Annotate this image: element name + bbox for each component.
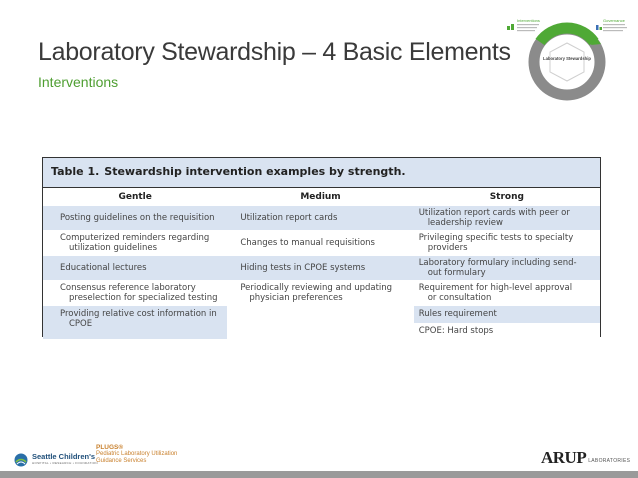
cell-medium bbox=[227, 206, 413, 230]
cell-text: utilization guidelines bbox=[69, 243, 157, 253]
stewardship-cycle-diagram bbox=[503, 14, 635, 104]
cell-strong bbox=[414, 206, 600, 230]
cell-medium bbox=[227, 256, 413, 280]
table-row bbox=[43, 230, 600, 255]
table-row bbox=[43, 255, 600, 280]
intervention-table bbox=[42, 157, 601, 337]
plugs-name: PLUGS® bbox=[96, 444, 124, 451]
cycle-active-segment bbox=[540, 28, 594, 42]
arup-logo bbox=[541, 448, 630, 468]
diagram-center-label: Laboratory Stewardship bbox=[543, 56, 591, 61]
plugs-logo bbox=[96, 444, 177, 465]
cell-text: CPOE: Hard stops bbox=[418, 325, 494, 336]
cell-text: Utilization report cards bbox=[240, 213, 338, 223]
cell-medium bbox=[227, 306, 413, 339]
cell-text: providers bbox=[427, 243, 468, 253]
cell-gentle bbox=[43, 231, 227, 255]
table-row bbox=[43, 280, 600, 305]
table-row bbox=[43, 205, 600, 230]
cell-strong bbox=[414, 306, 600, 339]
interventions-label-group bbox=[507, 18, 540, 31]
plugs-line-2: Guidance Services bbox=[96, 458, 147, 464]
cell-text: Rules requirement bbox=[414, 306, 600, 323]
cell-text: Computerized reminders regarding bbox=[60, 233, 210, 243]
cell-text: or consultation bbox=[427, 293, 492, 303]
cell-gentle bbox=[43, 306, 227, 339]
cell-text: Consensus reference laboratory bbox=[60, 283, 196, 293]
cell-strong bbox=[414, 281, 600, 305]
center-hexagon bbox=[550, 43, 584, 81]
slide-subtitle: Interventions bbox=[38, 74, 119, 90]
cell-text: Laboratory formulary including send- bbox=[418, 258, 577, 268]
cell-text: Educational lectures bbox=[60, 263, 147, 273]
seattle-childrens-name: Seattle Children's bbox=[32, 452, 96, 461]
footer-bar bbox=[0, 471, 638, 478]
table-label: Table 1. bbox=[51, 165, 100, 178]
table-header-row bbox=[43, 188, 600, 205]
cell-text: Privileging specific tests to specialty bbox=[418, 233, 574, 243]
slide-title: Laboratory Stewardship – 4 Basic Elements bbox=[38, 38, 511, 66]
cell-text: Periodically reviewing and updating bbox=[240, 283, 393, 293]
cell-text: CPOE bbox=[69, 319, 93, 329]
column-header-gentle: Gentle bbox=[118, 192, 152, 202]
table-caption: Stewardship intervention examples by strength. bbox=[104, 165, 406, 178]
cell-text: preselection for specialized testing bbox=[69, 293, 218, 303]
governance-label-group bbox=[596, 18, 627, 31]
cell-text: Providing relative cost information in bbox=[60, 309, 217, 319]
seattle-childrens-tagline: HOSPITAL • RESEARCH • FOUNDATION bbox=[32, 461, 98, 465]
seattle-childrens-text bbox=[32, 454, 98, 466]
plugs-line-1: Pediatric Laboratory Utilization bbox=[96, 451, 178, 457]
cell-text: leadership review bbox=[427, 218, 503, 228]
column-header-strong: Strong bbox=[489, 192, 524, 202]
cell-gentle bbox=[43, 256, 227, 280]
table-title bbox=[43, 158, 600, 188]
cell-text: Posting guidelines on the requisition bbox=[60, 213, 215, 223]
cell-text: Hiding tests in CPOE systems bbox=[240, 263, 366, 273]
cell-text: Requirement for high-level approval bbox=[418, 283, 573, 293]
arup-name: ARUP bbox=[541, 448, 587, 467]
arup-sub: LABORATORIES bbox=[588, 458, 631, 464]
table-row bbox=[43, 305, 600, 339]
cell-medium bbox=[227, 281, 413, 305]
cell-medium bbox=[227, 231, 413, 255]
column-header-medium: Medium bbox=[300, 192, 341, 202]
governance-label: Governance bbox=[603, 18, 625, 23]
interventions-label: Interventions bbox=[517, 18, 540, 23]
seattle-childrens-icon bbox=[14, 453, 28, 467]
cell-gentle bbox=[43, 206, 227, 230]
cell-strong bbox=[414, 256, 600, 280]
cell-text: out formulary bbox=[427, 268, 486, 278]
seattle-childrens-logo bbox=[14, 452, 98, 468]
cell-gentle bbox=[43, 281, 227, 305]
cell-strong bbox=[414, 231, 600, 255]
cell-text: Utilization report cards with peer or bbox=[418, 208, 570, 218]
cell-text: Changes to manual requisitions bbox=[240, 238, 375, 248]
cell-text: physician preferences bbox=[249, 293, 343, 303]
